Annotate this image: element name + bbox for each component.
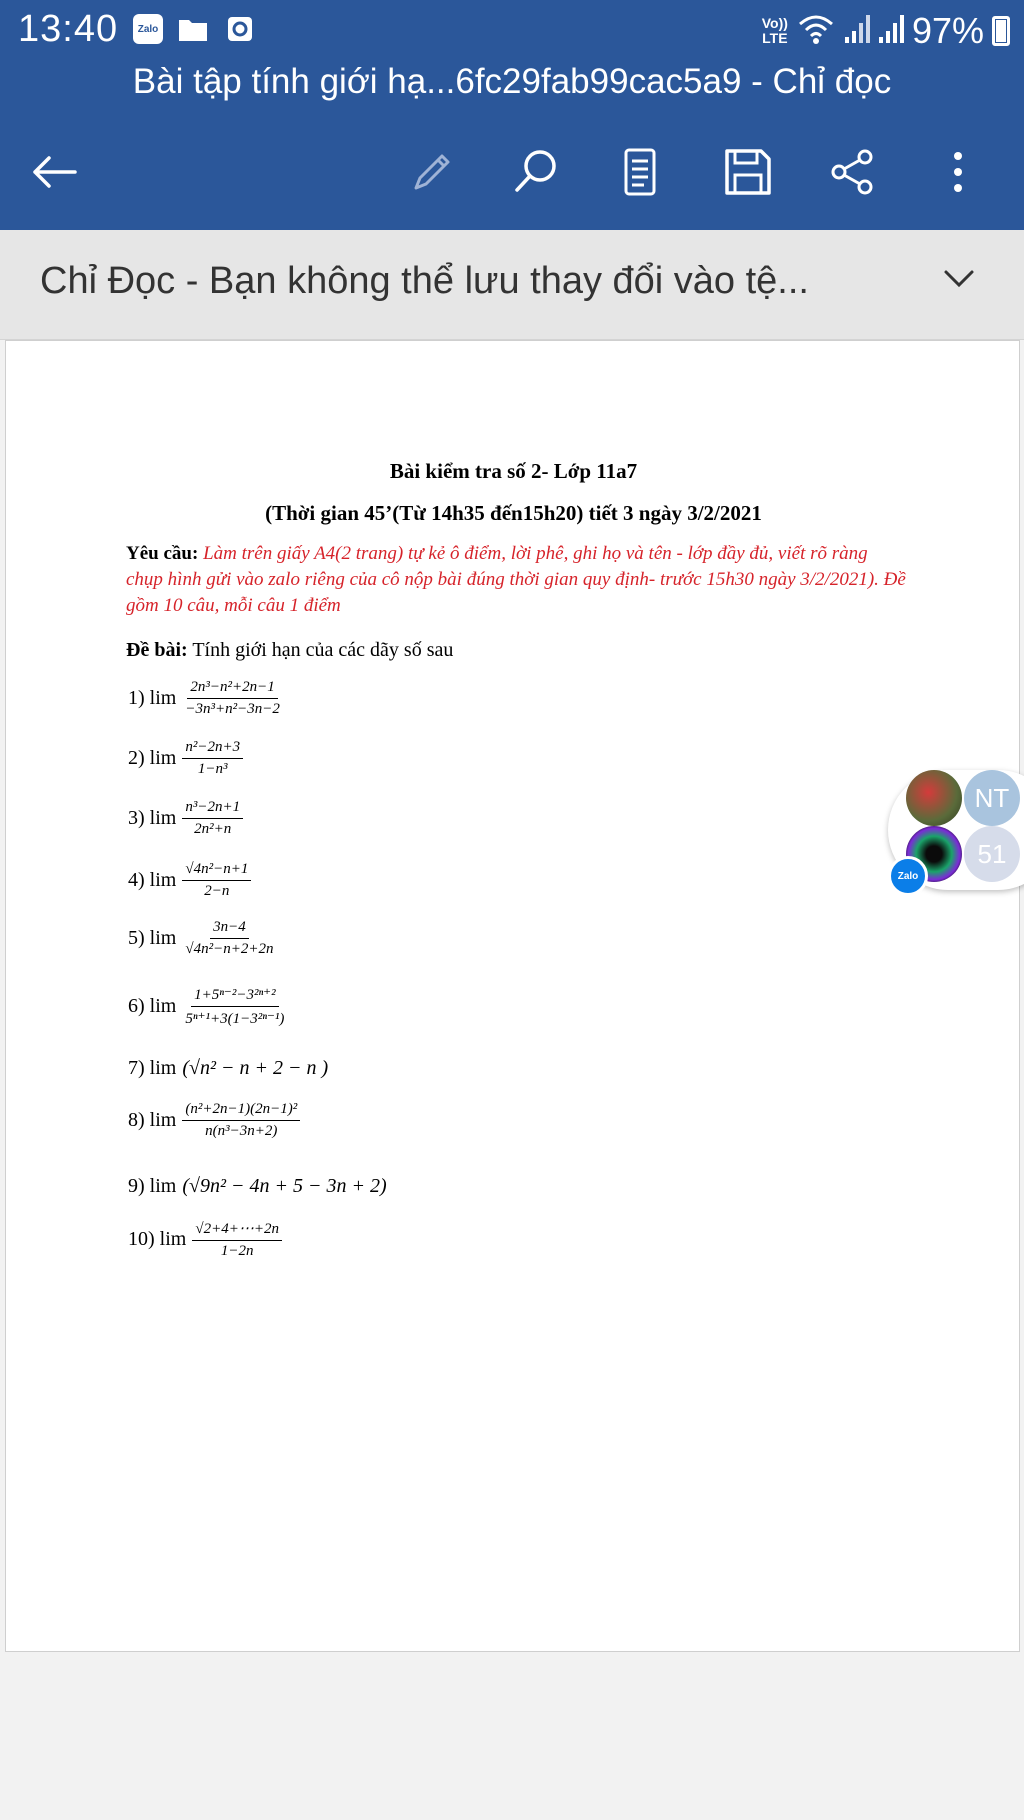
app-bar — [0, 0, 1024, 230]
problem-8: 8) lim $\frac{\text{(n²+2n−1)(2n−1)²}}{\text{n(n³−3n+2)}}$ — [128, 1101, 300, 1140]
zalo-badge-icon: Zalo — [888, 856, 928, 896]
task-label: Đề bài: — [126, 639, 188, 661]
save-icon — [723, 147, 773, 197]
toolbar — [0, 140, 1024, 200]
share-button[interactable] — [824, 144, 880, 200]
exam-heading: Bài kiểm tra số 2- Lớp 11a7 — [389, 459, 638, 483]
requirement-paragraph — [126, 541, 906, 619]
edit-icon — [408, 148, 456, 196]
requirement-label: Yêu cầu: — [126, 543, 199, 564]
back-icon — [29, 152, 79, 192]
exam-subheading: (Thời gian 45’(Từ 14h35 đến15h20) tiết 3 ngày 3/2/2021 — [265, 501, 762, 525]
wifi-icon — [796, 12, 836, 51]
document-title: Bài tập tính giới hạ...6fc29fab99cac5a9 - Chỉ đọc — [132, 62, 892, 101]
avatar-photo-flowers[interactable] — [906, 770, 962, 826]
volte-indicator: Vo)) LTE — [761, 15, 788, 46]
problem-9: 9) lim (√9n² − 4n + 5 − 3n + 2) — [128, 1175, 387, 1197]
search-button[interactable] — [508, 144, 564, 200]
problem-7: 7) lim (√n² − n + 2 − n ) — [128, 1057, 329, 1079]
task-text: Tính giới hạn của các dãy số sau — [192, 639, 454, 661]
search-icon — [511, 147, 561, 197]
chevron-down-icon[interactable] — [942, 268, 976, 295]
more-icon — [948, 148, 968, 196]
status-time: 13:40 — [18, 8, 119, 50]
problem-1: 1) lim $\frac{\text{2n³−n²+2n−1}}{\text{−3n³+n²−3n−2}}$ — [128, 679, 280, 717]
read-only-banner[interactable] — [0, 230, 1024, 340]
problem-6: 6) lim $\frac{\text{1+5ⁿ⁻²−3²ⁿ⁺²}}{\text{5ⁿ⁺¹+3(1−3²ⁿ⁻¹)}}$ — [128, 987, 285, 1027]
share-icon — [827, 147, 877, 197]
problem-3: 3) lim $\frac{\text{n³−2n+1}}{\text{2n²+n}}$ — [128, 799, 243, 838]
read-only-banner-text: Chỉ Đọc - Bạn không thể lưu thay đổi vào tệ... — [40, 260, 809, 302]
battery-icon — [992, 16, 1010, 46]
status-right — [762, 10, 1010, 52]
reading-view-button[interactable] — [612, 144, 668, 200]
status-bar — [0, 0, 1024, 60]
reading-view-icon — [620, 147, 660, 197]
zalo-notification-icon: Zalo — [133, 14, 163, 44]
edit-button[interactable] — [404, 144, 460, 200]
folder-icon — [178, 14, 208, 44]
signal-icon-1 — [844, 13, 870, 50]
problem-10: 10) lim $\frac{√2+4+\cdots+2n}{1-2n}$ — [128, 1219, 282, 1260]
document-page — [5, 340, 1020, 1652]
problem-2: 2) lim $\frac{\text{n²−2n+3}}{\text{1−n³}}$ — [128, 739, 243, 778]
battery-percent: 97% — [911, 10, 984, 51]
more-options-button[interactable] — [930, 144, 986, 200]
chat-bubble[interactable] — [888, 760, 1024, 900]
problem-4: 4) lim $\frac{\text{√4n²−n+1}}{2-n}$ — [128, 861, 251, 900]
back-button[interactable] — [26, 144, 82, 200]
avatar-initials[interactable]: NT — [964, 770, 1020, 826]
signal-icon-2 — [878, 13, 904, 50]
save-button[interactable] — [720, 144, 776, 200]
clock-notification-icon — [225, 14, 255, 44]
requirement-text: Làm trên giấy A4(2 trang) tự kẻ ô điểm, lời phê, ghi họ và tên - lớp đầy đủ, viết rõ ràng chụp hình gửi vào zalo riêng của cô nộp bài đúng thời gian quy định- trước 15h30 ngày 3/2/2021). Đề gồm 10 câu, mỗi câu 1 điểm — [126, 543, 906, 616]
task-line — [126, 639, 453, 662]
unread-count[interactable]: 51 — [964, 826, 1020, 882]
problem-5: 5) lim $\frac{3n-4}{\text{√4n²−n+2+2n}}$ — [128, 919, 274, 957]
